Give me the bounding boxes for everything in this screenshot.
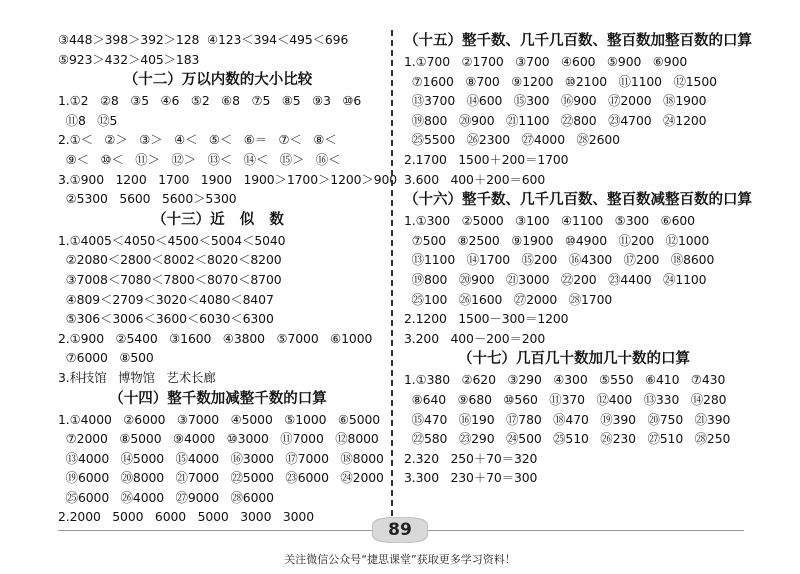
answer-line: ⑪8 ⑫5 <box>58 112 118 128</box>
section-heading: （十五）整千数、几千几百数、整百数加整百数的口算 <box>404 32 752 49</box>
answer-line: ③7008＜7080＜7800＜8070＜8700 <box>58 271 282 287</box>
answer-line: ⑲6000 ⑳8000 ㉑7000 ㉒5000 ㉓6000 ㉔2000 <box>58 470 384 486</box>
answer-line: 1.①4000 ②6000 ③7000 ④5000 ⑤1000 ⑥5000 <box>58 411 381 427</box>
answer-line: ⑦2000 ⑧5000 ⑨4000 ⑩3000 ⑪7000 ⑫8000 <box>58 431 379 447</box>
answer-line: ⑮470 ⑯190 ⑰780 ⑱470 ⑲390 ⑳750 ㉑390 <box>404 411 731 427</box>
answer-line: 2.320 250＋70＝320 <box>404 450 538 466</box>
answer-line: ㉒580 ㉓290 ㉔500 ㉕510 ㉖230 ㉗510 ㉘250 <box>404 431 731 447</box>
answer-line: ②2080＜2800＜8002＜8020＜8200 <box>58 252 282 268</box>
answer-line: ㉕6000 ㉖4000 ㉗9000 ㉘6000 <box>58 489 274 505</box>
footer-note: 关注微信公众号“捷思课堂”获取更多学习资料！ <box>284 553 516 566</box>
answer-line: 2.1700 1500＋200＝1700 <box>404 151 569 167</box>
answer-line: 3.600 400＋200＝600 <box>404 171 546 187</box>
answer-line: ⑦500 ⑧2500 ⑨1900 ⑩4900 ⑪200 ⑫1000 <box>404 232 710 248</box>
answer-line: 2.1200 1500－300＝1200 <box>404 311 569 327</box>
answer-line: 1.①4005＜4050＜4500＜5004＜5040 <box>58 232 286 248</box>
answer-line: 1.①2 ②8 ③5 ④6 ⑤2 ⑥8 ⑦5 ⑧5 ⑨3 ⑩6 <box>58 93 362 109</box>
answer-line: ⑦6000 ⑧500 <box>58 350 154 366</box>
answer-line: 1.①700 ②1700 ③700 ④600 ⑤900 ⑥900 <box>404 54 688 69</box>
page-number-badge <box>369 517 431 543</box>
answer-line: ⑦1600 ⑧700 ⑨1200 ⑩2100 ⑪1100 ⑫1500 <box>404 73 717 89</box>
left-column <box>58 30 398 527</box>
answer-line: ⑬3700 ⑭600 ⑮300 ⑯900 ⑰2000 ⑱1900 <box>404 93 707 109</box>
answer-line: ⑧640 ⑨680 ⑩560 ⑪370 ⑫400 ⑬330 ⑭280 <box>404 391 727 407</box>
section-heading: （十六）整千数、几千几百数、整百数减整百数的口算 <box>404 191 752 209</box>
answer-line: ㉕5500 ㉖2300 ㉗4000 ㉘2600 <box>404 132 620 148</box>
answer-line: ⑲800 ⑳900 ㉑1100 ㉒800 ㉓4700 ㉔1200 <box>404 112 707 128</box>
answer-line: ⑲800 ⑳900 ㉑3000 ㉒200 ㉓4400 ㉔1100 <box>404 271 707 287</box>
answer-line: 2.①900 ②5400 ③1600 ④3800 ⑤7000 ⑥1000 <box>58 330 373 346</box>
section-heading: （十四）整千数加减整千数的口算 <box>109 389 327 407</box>
answer-line: ④809＜2709＜3020＜4080＜8407 <box>58 291 274 307</box>
answer-line: 1.①380 ②620 ③290 ④300 ⑤550 ⑥410 ⑦430 <box>404 372 726 388</box>
answer-line: ⑬4000 ⑭5000 ⑮4000 ⑯3000 ⑰7000 ⑱8000 <box>58 450 384 466</box>
right-column <box>404 30 752 488</box>
answer-line: ㉕100 ㉖1600 ㉗2000 ㉘1700 <box>404 291 613 307</box>
answer-line: ③448＞398＞392＞128 ④123＜394＜495＜696 <box>58 32 349 47</box>
answer-line: 3.200 400－200＝200 <box>404 330 546 346</box>
answer-line: 3.①900 1200 1700 1900 1900＞1700＞1200＞900 <box>58 171 398 187</box>
answer-line: 3.300 230＋70＝300 <box>404 470 538 486</box>
answer-line: ⑤306＜3006＜3600＜6030＜6300 <box>58 311 274 327</box>
answer-line: 2.①＜ ②＞ ③＞ ④＜ ⑤＜ ⑥＝ ⑦＜ ⑧＜ <box>58 132 337 148</box>
answer-line: 2.2000 5000 6000 5000 3000 3000 <box>58 509 315 525</box>
answer-line: ②5300 5600 5600＞5300 <box>58 191 237 207</box>
answer-line: 3.科技馆 博物馆 艺术长廊 <box>58 369 216 385</box>
section-heading: （十二）万以内数的大小比较 <box>123 71 313 89</box>
answer-line: ⑤923＞432＞405＞183 <box>58 51 200 67</box>
section-heading: （十七）几百几十数加几十数的口算 <box>458 350 690 368</box>
answer-line: ⑬1100 ⑭1700 ⑮200 ⑯4300 ⑰200 ⑱8600 <box>404 252 715 268</box>
section-heading: （十三）近 似 数 <box>152 210 284 228</box>
column-divider <box>391 30 393 516</box>
page-number: 89 <box>388 520 412 540</box>
answer-line: 1.①300 ②5000 ③100 ④1100 ⑤300 ⑥600 <box>404 213 695 229</box>
answer-line: ⑨＜ ⑩＜ ⑪＞ ⑫＞ ⑬＜ ⑭＜ ⑮＞ ⑯＜ <box>58 151 341 167</box>
